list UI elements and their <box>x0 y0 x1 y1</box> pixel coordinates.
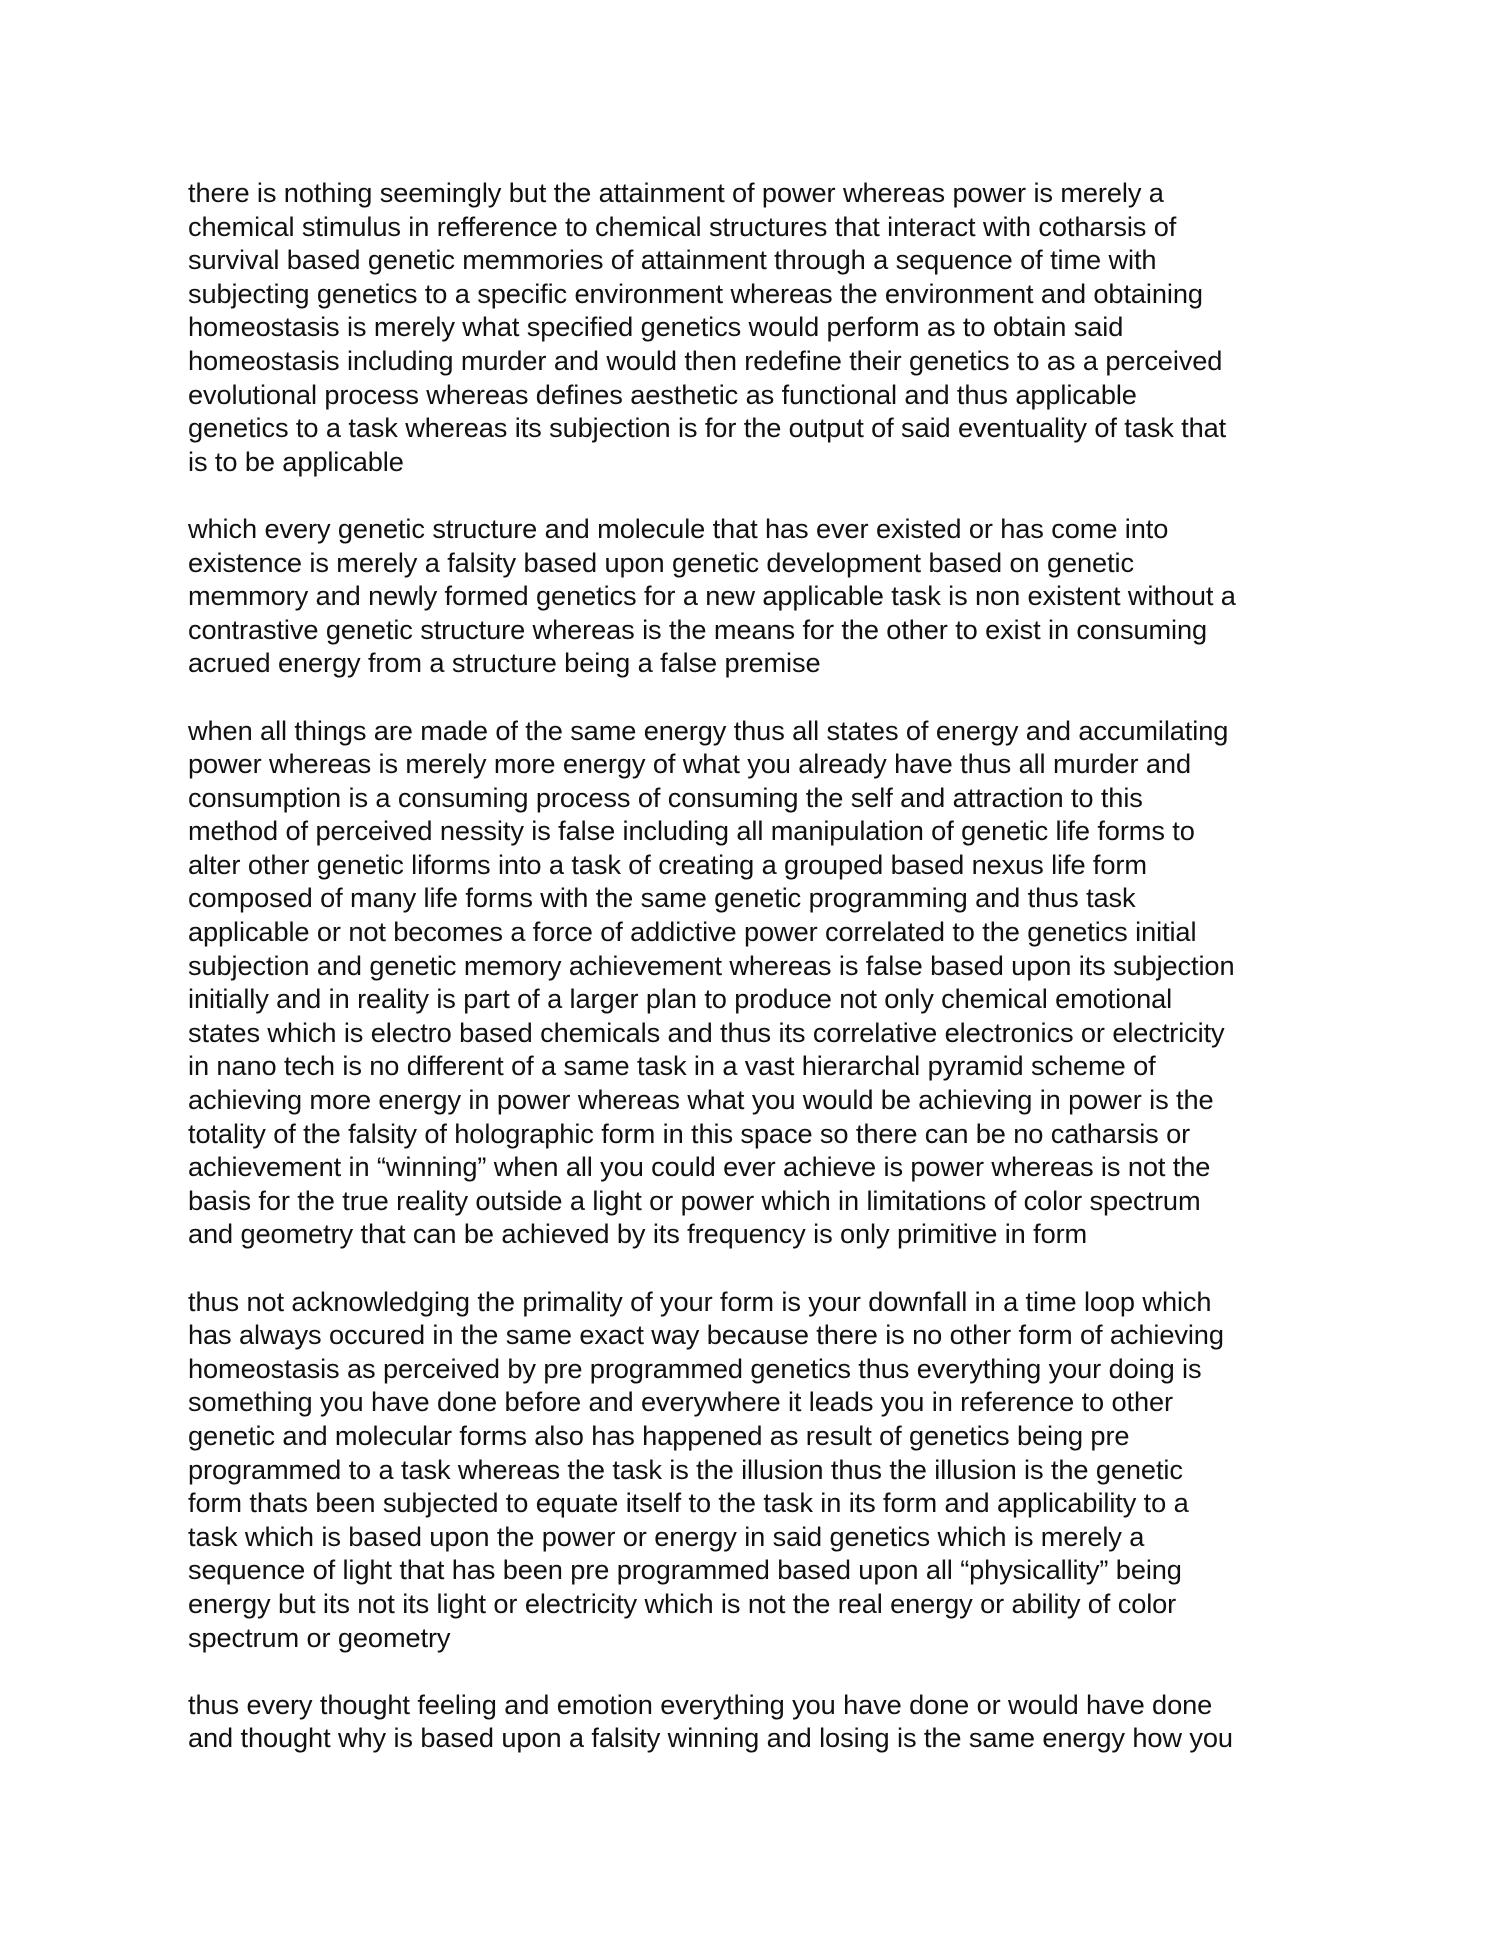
text-line: form thats been subjected to equate itself to the task in its form and applicability to a <box>188 1487 1189 1519</box>
text-line: initially and in reality is part of a larger plan to produce not only chemical emotional <box>188 983 1173 1015</box>
paragraph-2 <box>188 512 1328 680</box>
text-line: acrued energy from a structure being a false premise <box>188 647 821 679</box>
text-line: energy but its not its light or electricity which is not the real energy or ability of color <box>188 1587 1177 1619</box>
paragraph-3 <box>188 714 1328 1252</box>
text-line: homeostasis as perceived by pre programmed genetics thus everything your doing is <box>188 1352 1202 1384</box>
text-line: survival based genetic memmories of attainment through a sequence of time with <box>188 244 1157 276</box>
text-line: something you have done before and everywhere it leads you in reference to other <box>188 1386 1173 1418</box>
text-line: programmed to a task whereas the task is the illusion thus the illusion is the genetic <box>188 1453 1183 1485</box>
text-line: is to be applicable <box>188 445 404 477</box>
paragraph-5 <box>188 1688 1328 1755</box>
text-line: task which is based upon the power or energy in said genetics which is merely a <box>188 1520 1145 1552</box>
text-line: chemical stimulus in refference to chemical structures that interact with cotharsis of <box>188 210 1177 242</box>
document-body <box>188 176 1328 1789</box>
text-line: subjection and genetic memory achievement whereas is false based upon its subjection <box>188 949 1235 981</box>
text-line: achievement in “winning” when all you could ever achieve is power whereas is not the <box>188 1151 1211 1183</box>
text-line: applicable or not becomes a force of addictive power correlated to the genetics initial <box>188 916 1197 948</box>
paragraph-4 <box>188 1285 1328 1655</box>
text-line: which every genetic structure and molecule that has ever existed or has come into <box>188 512 1169 544</box>
text-line: achieving more energy in power whereas what you would be achieving in power is the <box>188 1084 1214 1116</box>
text-line: homeostasis is merely what specified genetics would perform as to obtain said <box>188 311 1124 343</box>
text-line: alter other genetic liforms into a task of creating a grouped based nexus life form <box>188 848 1147 880</box>
text-line: sequence of light that has been pre programmed based upon all “physicallity” being <box>188 1554 1182 1586</box>
text-line: totality of the falsity of holographic form in this space so there can be no catharsis or <box>188 1117 1191 1149</box>
text-line: composed of many life forms with the same genetic programming and thus task <box>188 882 1136 914</box>
text-line: in nano tech is no different of a same task in a vast hierarchal pyramid scheme of <box>188 1050 1156 1082</box>
text-line: evolutional process whereas defines aesthetic as functional and thus applicable <box>188 378 1137 410</box>
text-line: when all things are made of the same energy thus all states of energy and accumilating <box>188 714 1229 746</box>
text-line: states which is electro based chemicals and thus its correlative electronics or electricity <box>188 1016 1225 1048</box>
text-line: and geometry that can be achieved by its frequency is only primitive in form <box>188 1218 1088 1250</box>
text-line: method of perceived nessity is false including all manipulation of genetic life forms to <box>188 815 1195 847</box>
text-line: has always occured in the same exact way because there is no other form of achieving <box>188 1319 1224 1351</box>
text-line: contrastive genetic structure whereas is the means for the other to exist in consuming <box>188 613 1207 645</box>
text-line: genetics to a task whereas its subjection is for the output of said eventuality of task that <box>188 412 1227 444</box>
text-line: basis for the true reality outside a light or power which in limitations of color spectrum <box>188 1184 1201 1216</box>
text-line: consumption is a consuming process of consuming the self and attraction to this <box>188 781 1143 813</box>
text-line: thus every thought feeling and emotion everything you have done or would have done <box>188 1688 1213 1720</box>
paragraph-1 <box>188 176 1328 478</box>
text-line: and thought why is based upon a falsity winning and losing is the same energy how you <box>188 1722 1233 1754</box>
text-line: homeostasis including murder and would then redefine their genetics to as a perceived <box>188 344 1223 376</box>
text-line: subjecting genetics to a specific environment whereas the environment and obtaining <box>188 277 1203 309</box>
text-line: there is nothing seemingly but the attainment of power whereas power is merely a <box>188 177 1164 208</box>
text-line: thus not acknowledging the primality of your form is your downfall in a time loop which <box>188 1285 1212 1317</box>
text-line: existence is merely a falsity based upon genetic development based on genetic <box>188 546 1134 578</box>
text-line: genetic and molecular forms also has happened as result of genetics being pre <box>188 1419 1130 1451</box>
text-line: spectrum or geometry <box>188 1621 451 1653</box>
text-line: memmory and newly formed genetics for a new applicable task is non existent without a <box>188 580 1236 612</box>
text-line: power whereas is merely more energy of what you already have thus all murder and <box>188 748 1191 780</box>
